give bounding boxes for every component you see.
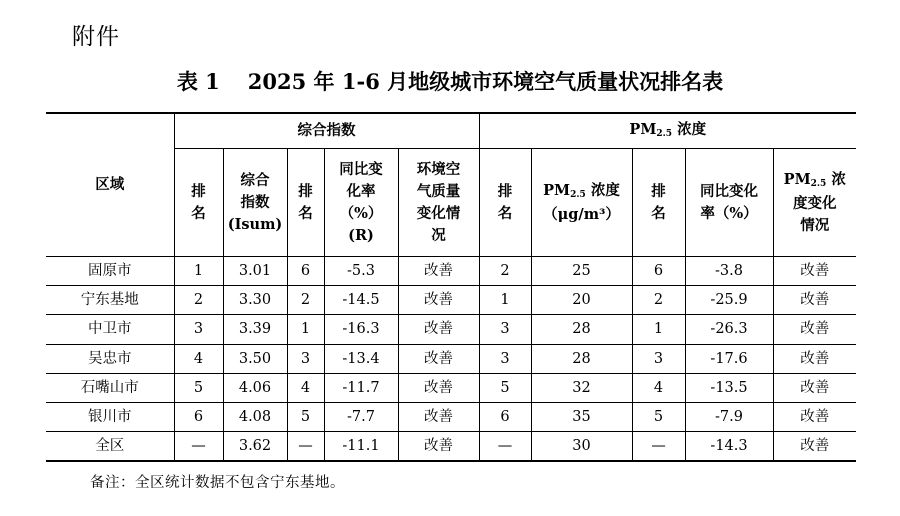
- yoy-cell: -11.7: [324, 373, 398, 402]
- table-number: 表 1: [176, 69, 220, 94]
- rank1-cell: 5: [174, 373, 223, 402]
- table-row: [46, 286, 856, 315]
- table-title-text: 2025 年 1-6 月地级城市环境空气质量状况排名表: [247, 69, 724, 94]
- table-row: [46, 315, 856, 344]
- air-quality-change-header: 环境空 气质量 变化情 况: [398, 149, 479, 257]
- index-cell: 3.62: [223, 432, 287, 462]
- region-cell: 中卫市: [46, 315, 174, 344]
- pm25-yoy-cell: -13.5: [685, 373, 773, 402]
- rank-header-2: 排 名: [287, 149, 324, 257]
- rank4-cell: 1: [632, 315, 685, 344]
- rank3-cell: 3: [479, 344, 531, 373]
- aq-change-cell: 改善: [398, 286, 479, 315]
- rank1-cell: 4: [174, 344, 223, 373]
- pm25-cell: 28: [531, 315, 632, 344]
- rank4-cell: 4: [632, 373, 685, 402]
- rank-header-1: 排 名: [174, 149, 223, 257]
- rank2-cell: 1: [287, 315, 324, 344]
- rank2-cell: 4: [287, 373, 324, 402]
- ranking-table: [46, 112, 856, 462]
- pm25-group-sub: 2.5: [656, 129, 673, 139]
- pm25-change-cell: 改善: [773, 344, 856, 373]
- index-cell: 4.08: [223, 402, 287, 431]
- pm25-yoy-cell: -25.9: [685, 286, 773, 315]
- pm25-change-cell: 改善: [773, 257, 856, 286]
- rank3-cell: 3: [479, 315, 531, 344]
- rank4-cell: 6: [632, 257, 685, 286]
- pm25-cell: 32: [531, 373, 632, 402]
- rank4-cell: —: [632, 432, 685, 462]
- yoy-rate-header: 同比变 化率 （%） (R): [324, 149, 398, 257]
- yoy-cell: -7.7: [324, 402, 398, 431]
- table-row-total: [46, 432, 856, 462]
- rank3-cell: 5: [479, 373, 531, 402]
- index-cell: 3.39: [223, 315, 287, 344]
- rank3-cell: 6: [479, 402, 531, 431]
- pm25-yoy-header: 同比变化 率（%）: [685, 149, 773, 257]
- aq-change-cell: 改善: [398, 257, 479, 286]
- pm25-group-prefix: PM: [629, 121, 657, 138]
- rank3-cell: 1: [479, 286, 531, 315]
- yoy-cell: -11.1: [324, 432, 398, 462]
- region-cell: 银川市: [46, 402, 174, 431]
- region-cell: 固原市: [46, 257, 174, 286]
- aq-change-cell: 改善: [398, 402, 479, 431]
- pm25-yoy-cell: -3.8: [685, 257, 773, 286]
- rank4-cell: 5: [632, 402, 685, 431]
- rank4-cell: 2: [632, 286, 685, 315]
- index-cell: 3.01: [223, 257, 287, 286]
- pm25-change-header: [773, 149, 856, 257]
- pm25-cell: 28: [531, 344, 632, 373]
- rank2-cell: 5: [287, 402, 324, 431]
- rank2-cell: —: [287, 432, 324, 462]
- pm25-cell: 20: [531, 286, 632, 315]
- pm25-change-cell: 改善: [773, 315, 856, 344]
- pm25-change-prefix: PM: [783, 170, 811, 188]
- table-title: [0, 66, 900, 96]
- rank3-cell: —: [479, 432, 531, 462]
- aq-change-cell: 改善: [398, 432, 479, 462]
- yoy-cell: -13.4: [324, 344, 398, 373]
- index-cell: 4.06: [223, 373, 287, 402]
- pm25-conc-sub: 2.5: [570, 189, 586, 200]
- table-row: [46, 257, 856, 286]
- pm25-group-suffix: 浓度: [672, 121, 707, 138]
- yoy-cell: -5.3: [324, 257, 398, 286]
- aq-change-cell: 改善: [398, 315, 479, 344]
- pm25-conc-suffix: 浓度 （μg/m³）: [543, 181, 620, 223]
- pm25-yoy-cell: -7.9: [685, 402, 773, 431]
- region-cell: 全区: [46, 432, 174, 462]
- rank-header-3: 排 名: [479, 149, 531, 257]
- attachment-label: 附件: [72, 24, 120, 50]
- rank4-cell: 3: [632, 344, 685, 373]
- table-row: [46, 402, 856, 431]
- region-header: 区域: [46, 113, 174, 257]
- pm25-change-suffix: 浓 度变化 情况: [793, 170, 846, 234]
- rank2-cell: 3: [287, 344, 324, 373]
- region-cell: 吴忠市: [46, 344, 174, 373]
- rank1-cell: 6: [174, 402, 223, 431]
- rank2-cell: 6: [287, 257, 324, 286]
- rank1-cell: 1: [174, 257, 223, 286]
- table-row: [46, 373, 856, 402]
- pm25-yoy-cell: -14.3: [685, 432, 773, 462]
- rank1-cell: 2: [174, 286, 223, 315]
- pm25-yoy-cell: -26.3: [685, 315, 773, 344]
- pm25-cell: 30: [531, 432, 632, 462]
- rank-header-4: 排 名: [632, 149, 685, 257]
- pm25-yoy-cell: -17.6: [685, 344, 773, 373]
- pm25-change-cell: 改善: [773, 373, 856, 402]
- pm25-cell: 35: [531, 402, 632, 431]
- pm25-change-cell: 改善: [773, 402, 856, 431]
- rank1-cell: 3: [174, 315, 223, 344]
- yoy-cell: -16.3: [324, 315, 398, 344]
- aq-change-cell: 改善: [398, 373, 479, 402]
- rank2-cell: 2: [287, 286, 324, 315]
- index-cell: 3.30: [223, 286, 287, 315]
- pm25-change-cell: 改善: [773, 286, 856, 315]
- pm25-group-header: [479, 113, 856, 149]
- rank1-cell: —: [174, 432, 223, 462]
- aq-change-cell: 改善: [398, 344, 479, 373]
- region-cell: 石嘴山市: [46, 373, 174, 402]
- pm25-change-cell: 改善: [773, 432, 856, 462]
- pm25-change-sub: 2.5: [810, 178, 827, 189]
- region-cell: 宁东基地: [46, 286, 174, 315]
- pm25-conc-prefix: PM: [543, 181, 571, 199]
- pm25-cell: 25: [531, 257, 632, 286]
- table-row: [46, 344, 856, 373]
- pm25-conc-header: [531, 149, 632, 257]
- composite-group-header: 综合指数: [174, 113, 479, 149]
- composite-index-header: 综合 指数 (Isum): [223, 149, 287, 257]
- yoy-cell: -14.5: [324, 286, 398, 315]
- table-note: 备注：全区统计数据不包含宁东基地。: [90, 475, 345, 491]
- rank3-cell: 2: [479, 257, 531, 286]
- index-cell: 3.50: [223, 344, 287, 373]
